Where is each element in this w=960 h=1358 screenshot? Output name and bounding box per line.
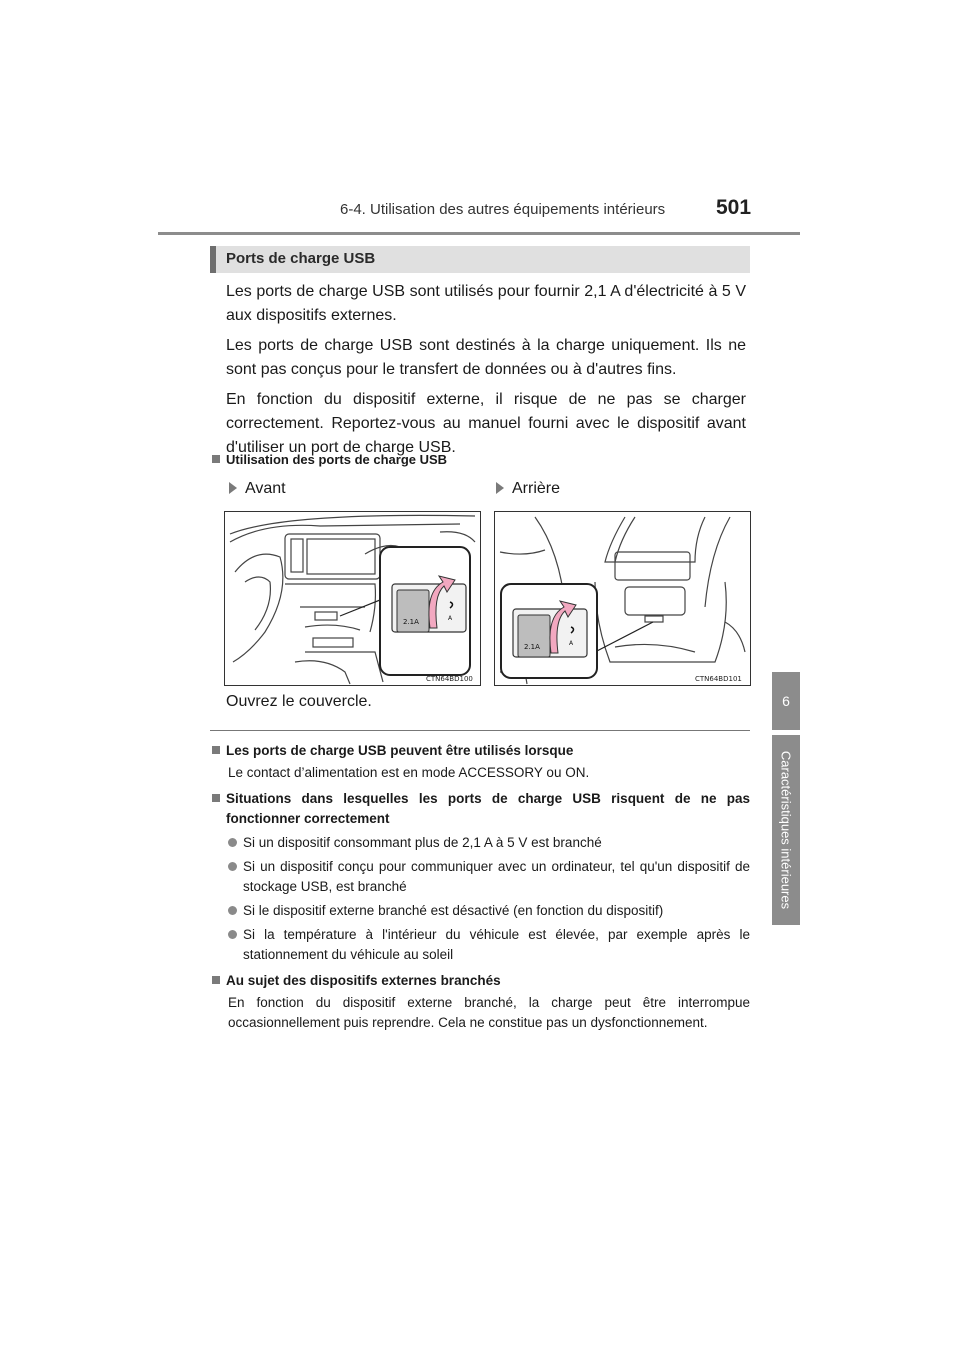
square-bullet-icon — [212, 746, 220, 754]
rear-figure-code: CTN64BD101 — [695, 675, 742, 683]
chapter-tab — [772, 735, 800, 925]
paragraph: Les ports de charge USB sont destinés à la charge uniquement. Ils ne sont pas conçus pour le transfert de données ou à d'autres fins. — [226, 337, 746, 378]
chapter-label: Caractéristiques intérieures — [778, 750, 794, 910]
chapter-tab-number — [772, 672, 800, 730]
header-rule — [158, 232, 800, 235]
triangle-arrow-icon — [496, 482, 504, 494]
list-item: Si un dispositif consommant plus de 2,1 A à 5 V est branché — [212, 833, 750, 853]
rear-illustration — [494, 511, 751, 686]
square-bullet-icon — [212, 794, 220, 802]
page-number: 501 — [716, 196, 752, 219]
note-heading: Les ports de charge USB peuvent être utilisés lorsque — [212, 741, 750, 761]
triangle-arrow-icon — [229, 482, 237, 494]
section-title: Ports de charge USB — [226, 250, 376, 267]
paragraph: En fonction du dispositif externe, il risque de ne pas se charger correctement. Reportez-vous au manuel fourni avec le dispositif avant d'utiliser un port de charge USB. — [226, 391, 746, 456]
note-body: Le contact d’alimentation est en mode ACCESSORY ou ON. — [228, 765, 590, 780]
round-bullet-icon — [228, 930, 237, 939]
rear-label — [496, 480, 560, 498]
svg-text:A: A — [448, 615, 453, 622]
square-bullet-icon — [212, 976, 220, 984]
section-separator — [210, 730, 750, 731]
round-bullet-icon — [228, 838, 237, 847]
front-figure-code: CTN64BD100 — [426, 675, 473, 683]
front-console-drawing — [225, 512, 480, 685]
front-label-text: Avant — [245, 480, 286, 497]
usage-heading-text: Utilisation des ports de charge USB — [226, 452, 448, 467]
round-bullet-icon — [228, 906, 237, 915]
chapter-number: 6 — [782, 693, 790, 709]
list-item: Si le dispositif externe branché est désactivé (en fonction du dispositif) — [212, 901, 750, 921]
port-amperage-text: 2.1A — [524, 643, 540, 651]
round-bullet-icon — [228, 862, 237, 871]
usage-heading — [212, 452, 447, 467]
figure-caption: Ouvrez le couvercle. — [226, 693, 372, 710]
note-heading: Situations dans lesquelles les ports de charge USB risquent de ne pas fonctionner correctement — [212, 789, 750, 829]
list-item: Si un dispositif conçu pour communiquer avec un ordinateur, tel qu'un dispositif de stockage USB, est branché — [212, 857, 750, 897]
port-amperage-text: 2.1A — [403, 618, 419, 626]
square-bullet-icon — [212, 455, 220, 463]
running-header: 6-4. Utilisation des autres équipements intérieurs — [340, 201, 666, 218]
section-title-bar — [210, 246, 750, 273]
paragraph: Les ports de charge USB sont utilisés pour fournir 2,1 A d'électricité à 5 V aux dispositifs externes. — [226, 283, 746, 324]
rear-console-drawing — [495, 512, 750, 685]
svg-text:A: A — [569, 640, 574, 647]
list-item: Si la température à l'intérieur du véhicule est élevée, par exemple après le stationnement du véhicule au soleil — [212, 925, 750, 965]
front-label — [229, 480, 286, 498]
front-illustration — [224, 511, 481, 686]
intro-text — [226, 280, 746, 466]
rear-label-text: Arrière — [512, 480, 561, 497]
note-heading: Au sujet des dispositifs externes branchés — [212, 971, 750, 991]
notes-block — [212, 738, 750, 1033]
note-body: En fonction du dispositif externe branché, la charge peut être interrompue occasionnellement puis reprendre. Cela ne constitue pas un dysfonctionnement. — [228, 995, 750, 1030]
